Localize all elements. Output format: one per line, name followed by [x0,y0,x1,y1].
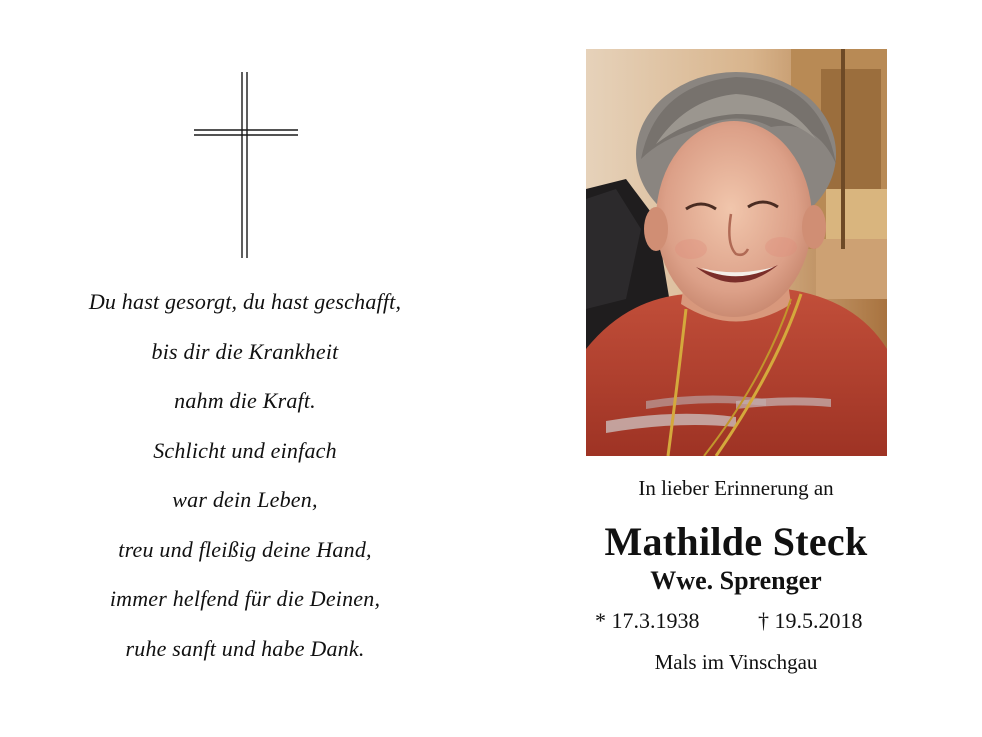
poem [20,290,470,686]
portrait-photo [586,49,887,456]
birth-date: * 17.3.1938 [595,608,700,633]
poem-line: bis dir die Krankheit [151,338,339,364]
poem-line: ruhe sanft und habe Dank. [125,635,365,661]
poem-line: war dein Leben, [172,487,318,512]
poem-line: treu und fleißig deine Hand, [118,536,372,562]
cross-icon [194,72,298,258]
death-date: † 19.5.2018 [758,608,863,633]
place: Mals im Vinschgau [654,650,818,674]
poem-line: nahm die Kraft. [174,388,316,413]
life-dates [560,608,912,634]
poem-line: Du hast gesorgt, du hast geschafft, [88,289,402,314]
poem-line: Schlicht und einfach [153,437,337,463]
memorial-intro: In lieber Erinnerung an [638,476,834,500]
widow-of: Wwe. Sprenger [650,566,822,595]
deceased-name: Mathilde Steck [604,519,868,564]
memorial-info [560,476,912,674]
poem-line: immer helfend für die Deinen, [109,586,381,611]
